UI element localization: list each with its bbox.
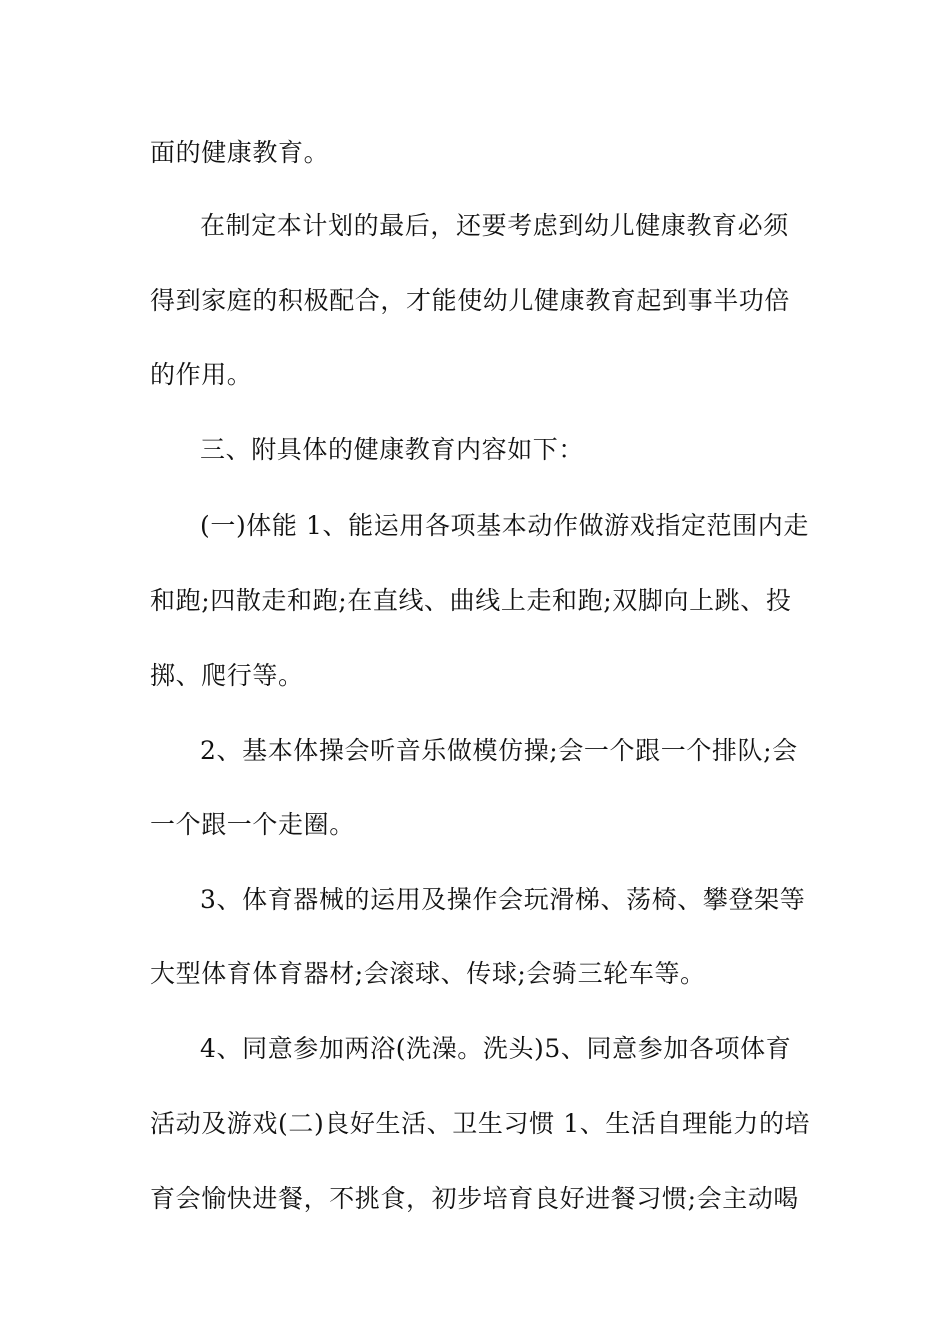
paragraph-line: 3、体育器械的运用及操作会玩滑梯、荡椅、攀登架等 bbox=[200, 885, 806, 914]
text-line: 育会愉快进餐，不挑食，初步培育良好进餐习惯;会主动喝 bbox=[150, 1184, 800, 1213]
paragraph-line: (一)体能 1、能运用各项基本动作做游戏指定范围内走 bbox=[200, 511, 809, 540]
text-line: 一个跟一个走圈。 bbox=[150, 810, 355, 839]
text-line: 掷、爬行等。 bbox=[150, 661, 304, 690]
text-line: 面的健康教育。 bbox=[150, 138, 330, 167]
text-line: 活动及游戏(二)良好生活、卫生习惯 1、生活自理能力的培 bbox=[150, 1109, 811, 1138]
paragraph-line: 在制定本计划的最后，还要考虑到幼儿健康教育必须 bbox=[200, 211, 789, 240]
paragraph-line: 2、基本体操会听音乐做模仿操;会一个跟一个排队;会 bbox=[200, 736, 798, 765]
text-line: 和跑;四散走和跑;在直线、曲线上走和跑;双脚向上跳、投 bbox=[150, 586, 792, 615]
paragraph-line: 4、同意参加两浴(洗澡。洗头)5、同意参加各项体育 bbox=[200, 1034, 792, 1063]
text-line: 的作用。 bbox=[150, 360, 253, 389]
text-line: 得到家庭的积极配合，才能使幼儿健康教育起到事半功倍 bbox=[150, 286, 791, 315]
text-line: 大型体育体育器材;会滚球、传球;会骑三轮车等。 bbox=[150, 959, 706, 988]
section-heading: 三、附具体的健康教育内容如下： bbox=[200, 435, 585, 464]
